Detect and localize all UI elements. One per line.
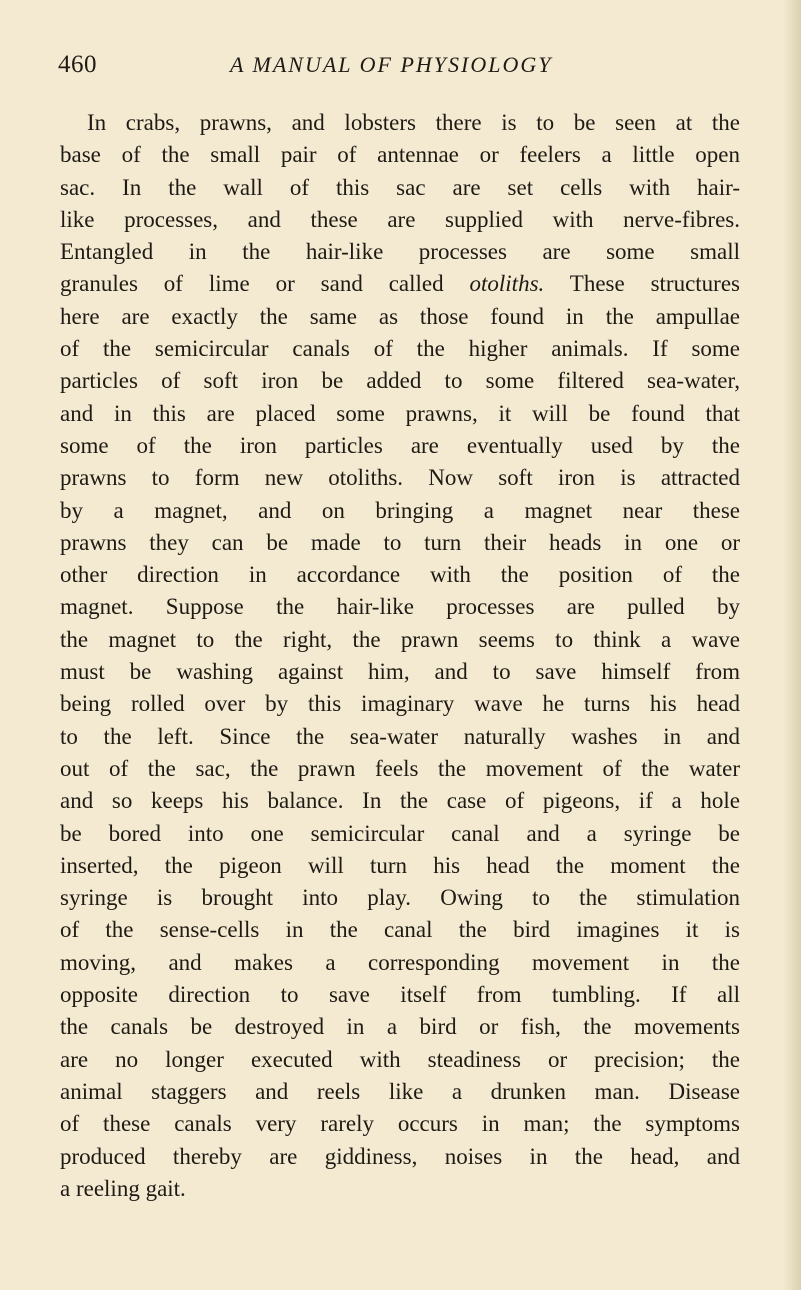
text-line: prawns to form new otoliths. Now soft iron is attracted: [60, 465, 740, 491]
text-line: by a magnet, and on bringing a magnet near these: [60, 497, 740, 523]
text-line: of the semicircular canals of the higher animals. If some: [60, 336, 740, 362]
text-line: produced thereby are giddiness, noises in the head, and: [60, 1143, 740, 1169]
text-line: prawns they can be made to turn their heads in one or: [60, 529, 740, 555]
text-line: inserted, the pigeon will turn his head the moment the: [60, 852, 740, 878]
body-paragraph: [60, 107, 740, 1205]
text-line: of the sense-cells in the canal the bird imagines it is: [60, 917, 740, 943]
text-line: of these canals very rarely occurs in man; the symptoms: [60, 1111, 740, 1137]
text-line: magnet. Suppose the hair-like processes are pulled by: [60, 594, 740, 620]
text-line: some of the iron particles are eventually used by the: [60, 432, 740, 458]
text-line: opposite direction to save itself from tumbling. If all: [60, 982, 740, 1008]
text-line: must be washing against him, and to save himself from: [60, 659, 740, 685]
page-edge-shadow: [783, 0, 801, 1290]
text-line-start: granules of lime or sand called: [60, 271, 444, 297]
text-line: out of the sac, the prawn feels the movement of the water: [60, 755, 740, 781]
running-title: A MANUAL OF PHYSIOLOGY: [230, 52, 553, 77]
text-line: particles of soft iron be added to some filtered sea-water,: [60, 368, 740, 394]
text-line: syringe is brought into play. Owing to the stimulation: [60, 885, 740, 911]
italic-term-otoliths: otoliths.: [469, 271, 545, 297]
text-line: moving, and makes a corresponding movement in the: [60, 949, 740, 975]
text-line: and so keeps his balance. In the case of pigeons, if a hole: [60, 788, 740, 814]
text-line-end: These structures: [569, 271, 740, 297]
text-line: are no longer executed with steadiness or precision; the: [60, 1046, 740, 1072]
text-line: Entangled in the hair-like processes are some small: [60, 239, 740, 265]
text-line: animal staggers and reels like a drunken man. Disease: [60, 1078, 740, 1104]
page-header: [58, 50, 758, 90]
text-line: the magnet to the right, the prawn seems to think a wave: [60, 626, 740, 652]
text-line: being rolled over by this imaginary wave he turns his head: [60, 691, 740, 717]
text-line-with-italic: [60, 268, 740, 300]
text-line: sac. In the wall of this sac are set cells with hair-: [60, 174, 740, 200]
text-line: be bored into one semicircular canal and a syringe be: [60, 820, 740, 846]
page-number: 460: [58, 51, 97, 78]
text-line: base of the small pair of antennae or feelers a little open: [60, 142, 740, 168]
text-line: the canals be destroyed in a bird or fish, the movements: [60, 1014, 740, 1040]
text-line: and in this are placed some prawns, it will be found that: [60, 400, 740, 426]
text-line: In crabs, prawns, and lobsters there is to be seen at the: [87, 110, 740, 135]
text-line: to the left. Since the sea-water naturally washes in and: [60, 723, 740, 749]
text-line: here are exactly the same as those found in the ampullae: [60, 303, 740, 329]
text-line: like processes, and these are supplied with nerve-fibres.: [60, 206, 740, 232]
text-line-final: a reeling gait.: [60, 1175, 186, 1201]
text-line: other direction in accordance with the position of the: [60, 562, 740, 588]
